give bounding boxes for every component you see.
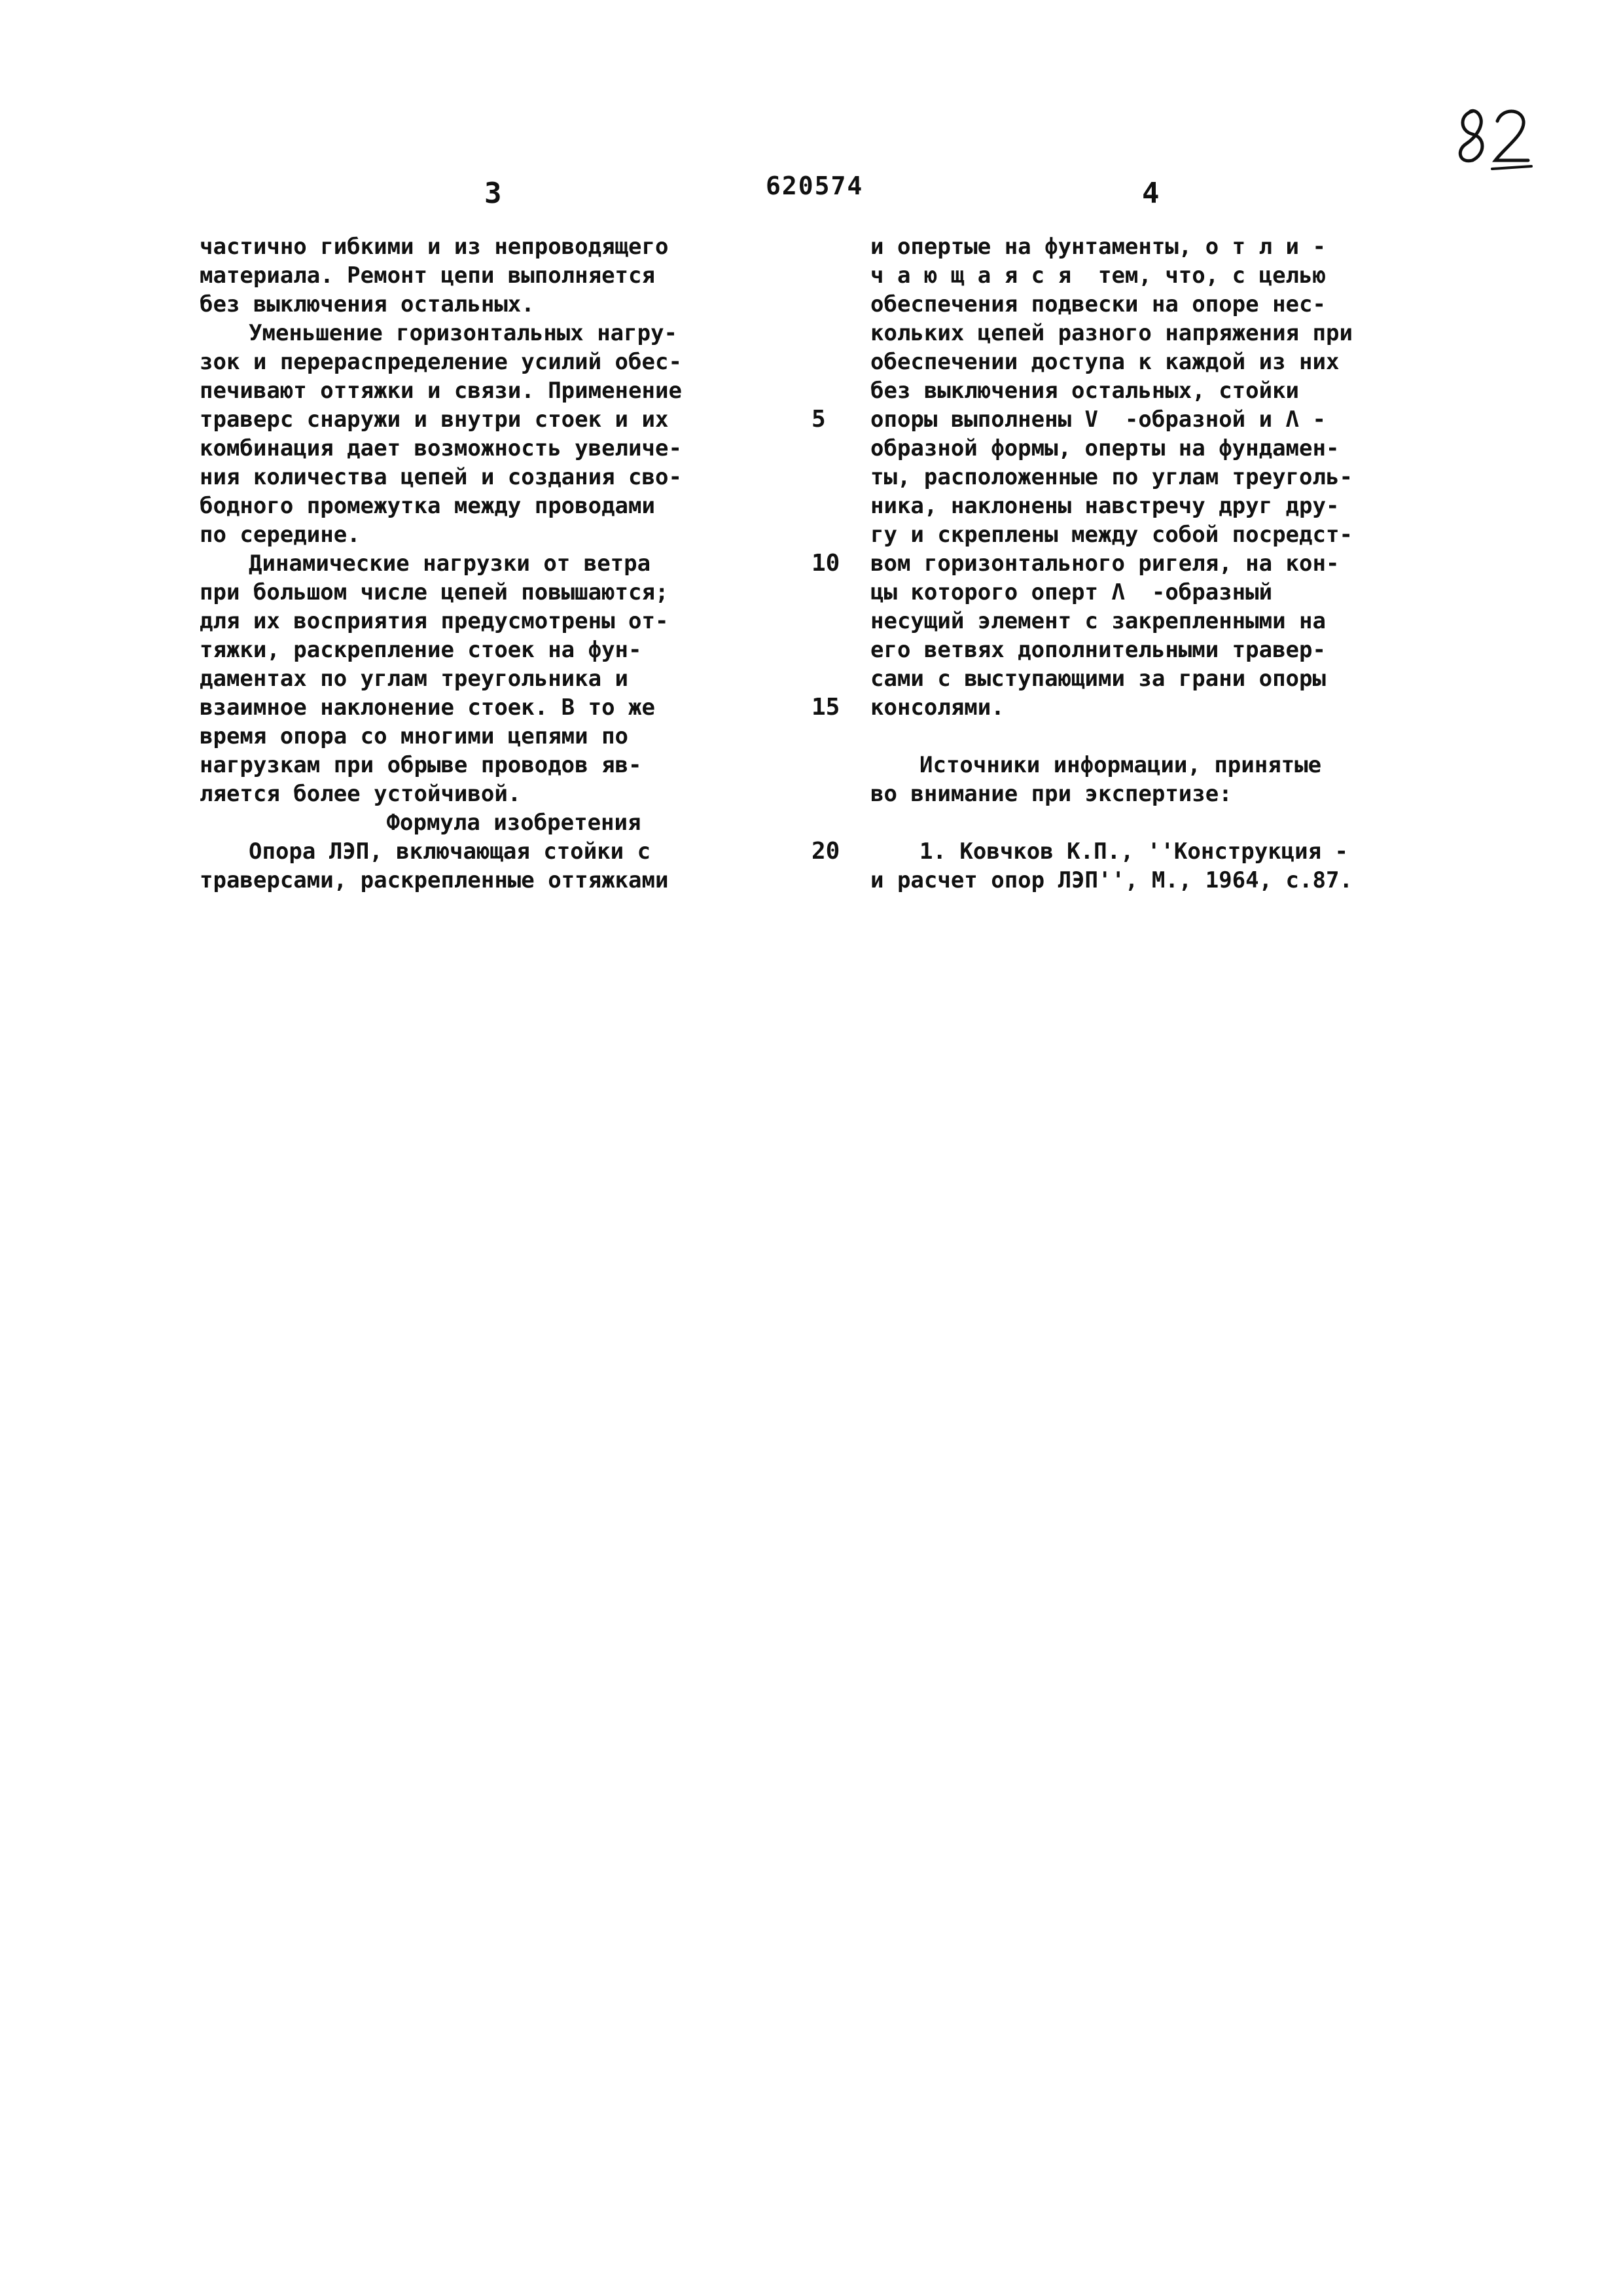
line-marker-15: 15 (812, 694, 840, 721)
text-line: для их восприятия предусмотрены от- (200, 608, 669, 634)
text-line: время опора со многими цепями по (200, 723, 629, 749)
text-line: тяжки, раскрепление стоек на фун- (200, 637, 642, 663)
line-marker-5: 5 (812, 406, 826, 433)
text-line: гу и скреплены между собой посредст- (870, 522, 1353, 548)
text-line: несущий элемент с закрепленными на (870, 608, 1326, 634)
text-line: нагрузкам при обрыве проводов яв- (200, 752, 642, 778)
text-line: сами с выступающими за грани опоры (870, 666, 1326, 692)
text-line: частично гибкими и из непроводящего (200, 234, 669, 260)
text-line: ника, наклонены навстречу друг дру- (870, 493, 1340, 519)
text-line: и опертые на фунтаменты, о т л и - (870, 234, 1326, 260)
text-line: при большом числе цепей повышаются; (200, 579, 669, 605)
text-line: кольких цепей разного напряжения при (870, 320, 1353, 346)
right-column (870, 232, 1440, 895)
text-line: ния количества цепей и создания сво- (200, 464, 682, 490)
spacer (870, 808, 1440, 837)
text-line: опоры выполнены V -образной и Λ - (870, 406, 1326, 433)
text-line: образной формы, оперты на фундамен- (870, 435, 1340, 461)
spacer (870, 722, 1440, 751)
text-line: материала. Ремонт цепи выполняется (200, 262, 655, 289)
text-line: его ветвях дополнительными травер- (870, 637, 1326, 663)
text-line: вом горизонтального ригеля, на кон- (870, 550, 1340, 577)
text-line: консолями. (870, 694, 1005, 721)
text-line: без выключения остальных, стойки (870, 378, 1300, 404)
text-line: ч а ю щ а я с я тем, что, с целью (870, 262, 1326, 289)
text-line: Опора ЛЭП, включающая стойки с (249, 838, 651, 865)
line-marker-20: 20 (812, 838, 840, 865)
handwritten-page-mark (1446, 98, 1544, 177)
text-line: траверс снаружи и внутри стоек и их (200, 406, 669, 433)
text-line: без выключения остальных. (200, 291, 535, 317)
left-column (200, 232, 789, 895)
formula-heading: Формула изобретения (386, 810, 641, 836)
line-marker-10: 10 (812, 550, 840, 577)
document-number: 620574 (766, 171, 864, 200)
text-line: Уменьшение горизонтальных нагру- (249, 320, 678, 346)
text-line: ты, расположенные по углам треуголь- (870, 464, 1353, 490)
source-reference: 1. Ковчков К.П., ''Конструкция - (919, 838, 1349, 865)
text-line: траверсами, раскрепленные оттяжками (200, 867, 669, 893)
text-line: бодного промежутка между проводами (200, 493, 655, 519)
sources-heading-line: Источники информации, принятые (919, 752, 1322, 778)
page-number-right: 4 (1142, 177, 1161, 210)
text-line: зок и перераспределение усилий обес- (200, 349, 682, 375)
text-line: даментах по углам треугольника и (200, 666, 629, 692)
text-line: обеспечении доступа к каждой из них (870, 349, 1340, 375)
text-line: взаимное наклонение стоек. В то же (200, 694, 655, 721)
text-line: Динамические нагрузки от ветра (249, 550, 651, 577)
text-line: печивают оттяжки и связи. Применение (200, 378, 682, 404)
text-line: цы которого оперт Λ -образный (870, 579, 1273, 605)
page-number-left: 3 (484, 177, 503, 210)
text-line: ляется более устойчивой. (200, 781, 522, 807)
text-line: обеспечения подвески на опоре нес- (870, 291, 1326, 317)
text-line: по середине. (200, 522, 361, 548)
text-line: комбинация дает возможность увеличе- (200, 435, 682, 461)
source-reference: и расчет опор ЛЭП'', М., 1964, с.87. (870, 867, 1353, 893)
sources-heading-line: во внимание при экспертизе: (870, 781, 1232, 807)
